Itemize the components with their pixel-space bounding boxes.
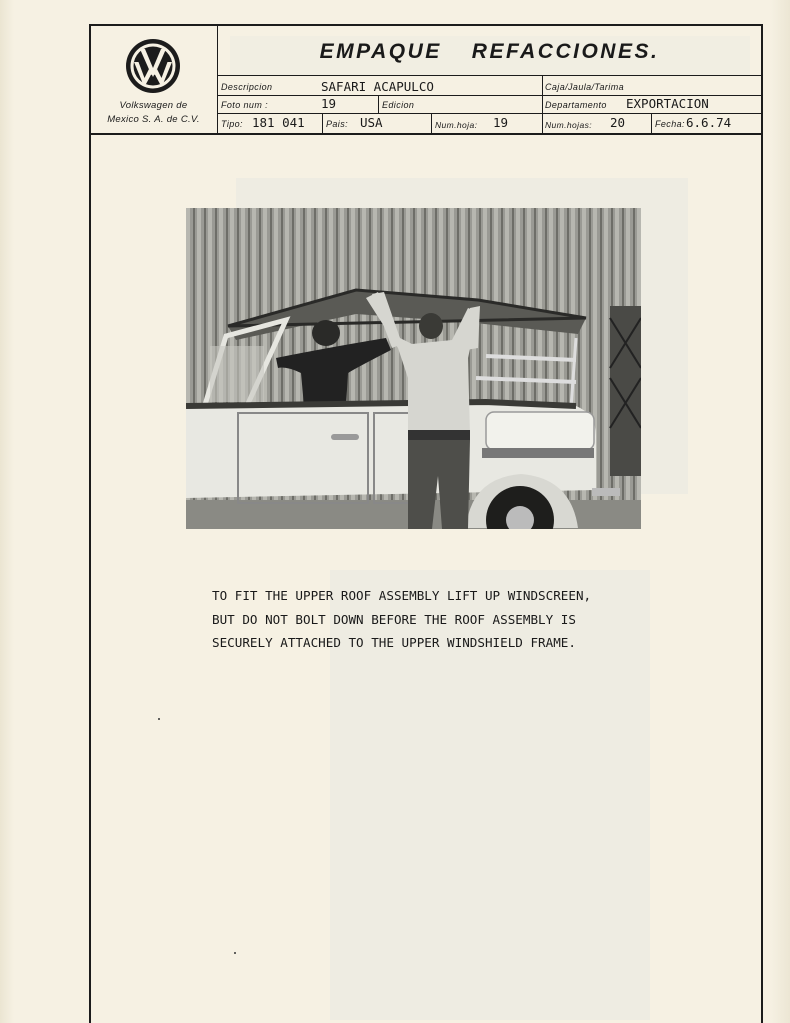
tipo-value: 181 041 (252, 115, 305, 130)
departamento-value: EXPORTACION (626, 96, 709, 111)
logo-cell (89, 24, 218, 133)
edicion-label: Edicion (382, 100, 415, 110)
column-divider (322, 113, 323, 133)
instruction-line: TO FIT THE UPPER ROOF ASSEMBLY LIFT UP WINDSCREEN, (212, 588, 592, 603)
numhoja-label: Num.hoja: (435, 120, 478, 130)
departamento-label: Departamento (545, 100, 607, 110)
photo-illustration (186, 208, 641, 529)
caja-label: Caja/Jaula/Tarima (545, 82, 625, 92)
fecha-label: Fecha: (655, 119, 685, 129)
column-divider (651, 113, 652, 133)
pais-label: Pais: (326, 119, 349, 129)
title-word: EMPAQUE (319, 40, 442, 63)
company-name: Volkswagen de (119, 100, 188, 111)
numhojas-label: Num.hojas: (545, 120, 592, 130)
descripcion-label: Descripcion (221, 82, 273, 92)
numhojas-value: 20 (610, 115, 626, 130)
tipo-label: Tipo: (221, 119, 243, 129)
column-divider (378, 95, 379, 113)
pais-value: USA (360, 115, 383, 130)
numhoja-value: 19 (493, 115, 509, 130)
vw-logo-icon (125, 38, 181, 94)
column-divider (542, 76, 543, 133)
title-word: REFACCIONES. (471, 40, 660, 63)
paper-speck (158, 718, 160, 720)
row-divider (218, 113, 761, 114)
form-header (89, 24, 763, 135)
photo (186, 208, 641, 529)
column-divider (431, 113, 432, 133)
company-name-line2: Mexico S. A. de C.V. (107, 114, 200, 125)
fecha-value: 6.6.74 (686, 115, 732, 130)
descripcion-value: SAFARI ACAPULCO (321, 79, 434, 94)
instruction-line: SECURELY ATTACHED TO THE UPPER WINDSHIELD FRAME. (212, 635, 576, 650)
foto-value: 19 (321, 96, 337, 111)
foto-label: Foto num : (221, 100, 269, 110)
page-title (218, 24, 761, 76)
instruction-text (212, 584, 642, 655)
paper-speck (234, 952, 236, 954)
instruction-line: BUT DO NOT BOLT DOWN BEFORE THE ROOF ASSEMBLY IS (212, 611, 576, 627)
